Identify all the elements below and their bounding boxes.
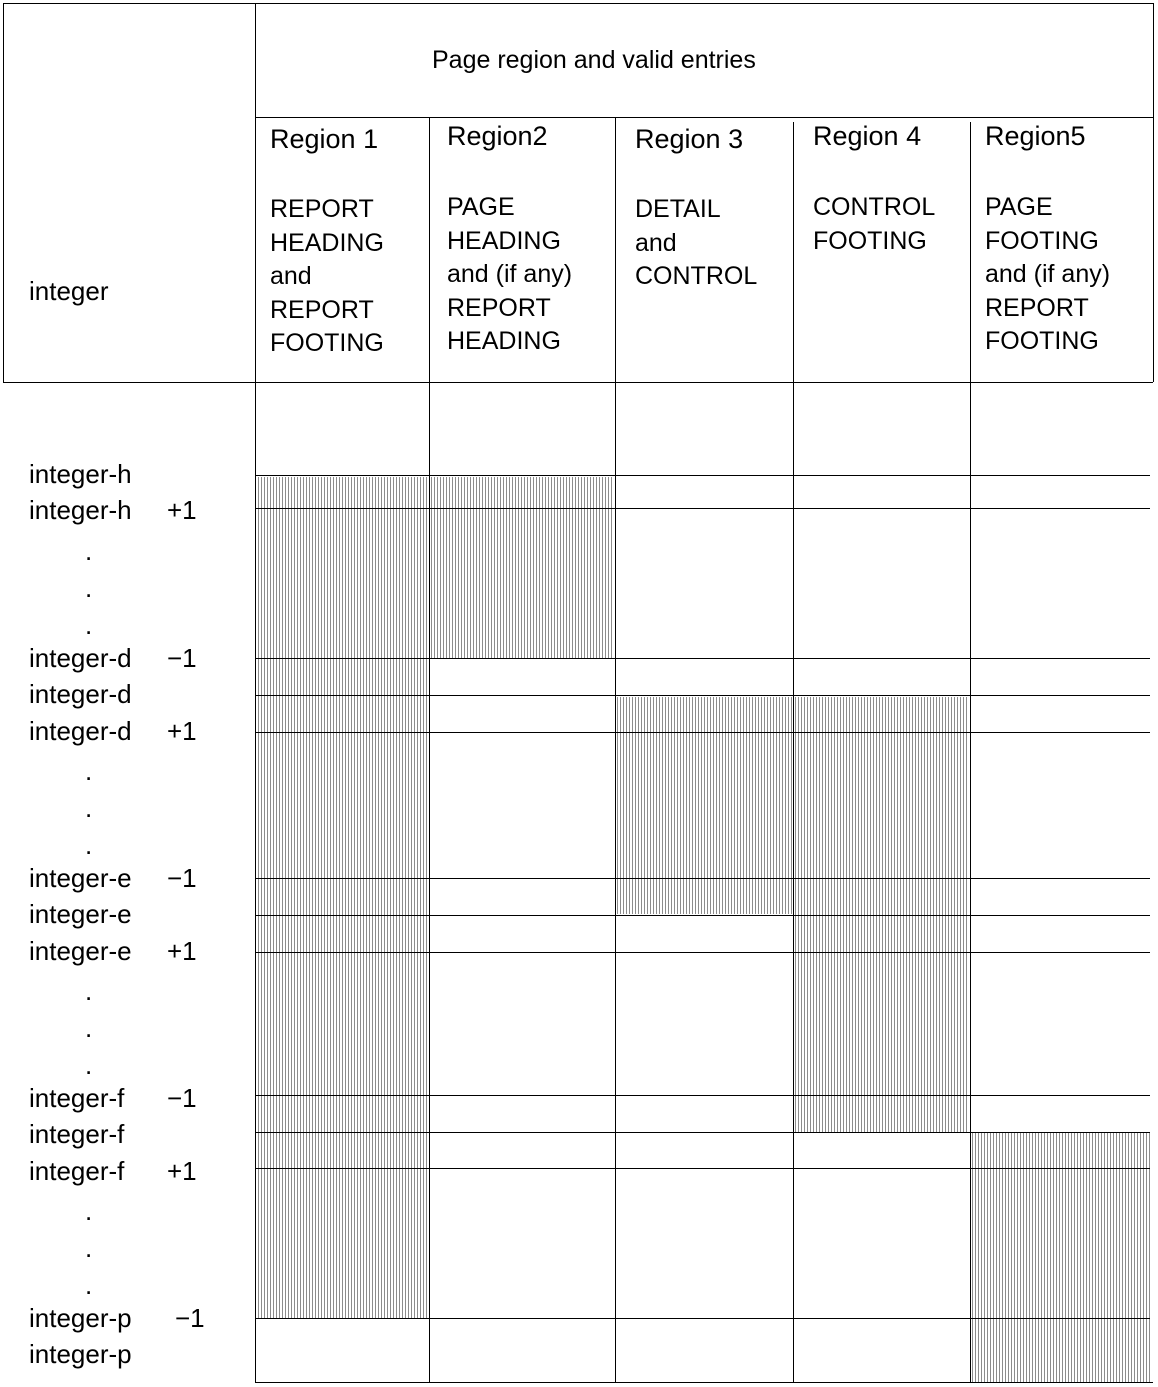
row-label: integer-e (29, 936, 132, 966)
table-title: Page region and valid entries (432, 46, 756, 74)
ellipsis-dot: . (85, 1270, 93, 1300)
column-divider (615, 117, 616, 1383)
region-5-valid-range (972, 1133, 1150, 1382)
row-line (255, 952, 1150, 953)
table-right-border (1153, 3, 1154, 382)
row-suffix: −1 (167, 643, 197, 673)
row-line (255, 695, 1150, 696)
row-label: integer-e (29, 863, 132, 893)
region-2-name: Region2 (447, 121, 548, 151)
column-divider (793, 122, 794, 1383)
row-line (255, 475, 1150, 476)
column-divider (970, 122, 971, 1383)
row-label: integer-p (29, 1339, 132, 1369)
row-label: integer-f (29, 1156, 125, 1186)
region-2-valid-range (431, 477, 614, 658)
ellipsis-dot: . (85, 1233, 93, 1263)
row-label: integer-e (29, 899, 132, 929)
region-4-name: Region 4 (813, 121, 922, 151)
row-line (255, 1318, 1150, 1319)
region-2-description: PAGE HEADING and (if any) REPORT HEADING (447, 193, 573, 355)
region-1-description: REPORT HEADING and REPORT FOOTING (270, 195, 384, 357)
region-5-description: PAGE FOOTING and (if any) REPORT FOOTING (985, 193, 1111, 355)
ellipsis-dot: . (85, 610, 93, 640)
row-label: integer-d (29, 716, 132, 746)
row-suffix: +1 (167, 936, 197, 966)
title-divider (255, 117, 1153, 118)
ellipsis-dot: . (85, 756, 93, 786)
row-label: integer-d (29, 643, 132, 673)
row-label: integer-d (29, 679, 132, 709)
row-suffix: +1 (167, 495, 197, 525)
region-3-description: DETAIL and CONTROL (635, 195, 758, 290)
region-1-name: Region 1 (270, 124, 379, 154)
row-label: integer-f (29, 1119, 125, 1149)
column-divider (429, 117, 430, 1383)
ellipsis-dot: . (85, 830, 93, 860)
header-bottom-border (3, 382, 1153, 383)
ellipsis-dot: . (85, 1050, 93, 1080)
ellipsis-dot: . (85, 536, 93, 566)
row-label: integer-h (29, 459, 132, 489)
table-left-border (3, 3, 4, 382)
row-line (255, 1168, 1150, 1169)
ellipsis-dot: . (85, 1196, 93, 1226)
row-line (255, 1095, 1150, 1096)
row-suffix: −1 (167, 863, 197, 893)
ellipsis-dot: . (85, 793, 93, 823)
region-5-name: Region5 (985, 121, 1086, 151)
row-line (255, 658, 1150, 659)
row-suffix: +1 (167, 1156, 197, 1186)
row-line (255, 915, 1150, 916)
ellipsis-dot: . (85, 573, 93, 603)
region-3-valid-range (617, 697, 792, 914)
row-line (255, 732, 1150, 733)
row-suffix: −1 (175, 1303, 205, 1333)
ellipsis-dot: . (85, 1013, 93, 1043)
region-1-valid-range (258, 477, 428, 1318)
table-bottom-border (255, 1382, 1153, 1383)
row-suffix: −1 (167, 1083, 197, 1113)
ellipsis-dot: . (85, 976, 93, 1006)
row-line (255, 1132, 1150, 1133)
row-line (255, 508, 1150, 509)
row-label: integer-p (29, 1303, 132, 1333)
row-suffix: +1 (167, 716, 197, 746)
row-line (255, 878, 1150, 879)
row-label: integer-h (29, 495, 132, 525)
region-4-description: CONTROL FOOTING (813, 193, 936, 255)
table-top-border (3, 3, 1154, 4)
column-divider (255, 3, 256, 1383)
row-label: integer-f (29, 1083, 125, 1113)
region-3-name: Region 3 (635, 124, 744, 154)
row-header-label: integer (29, 276, 109, 306)
